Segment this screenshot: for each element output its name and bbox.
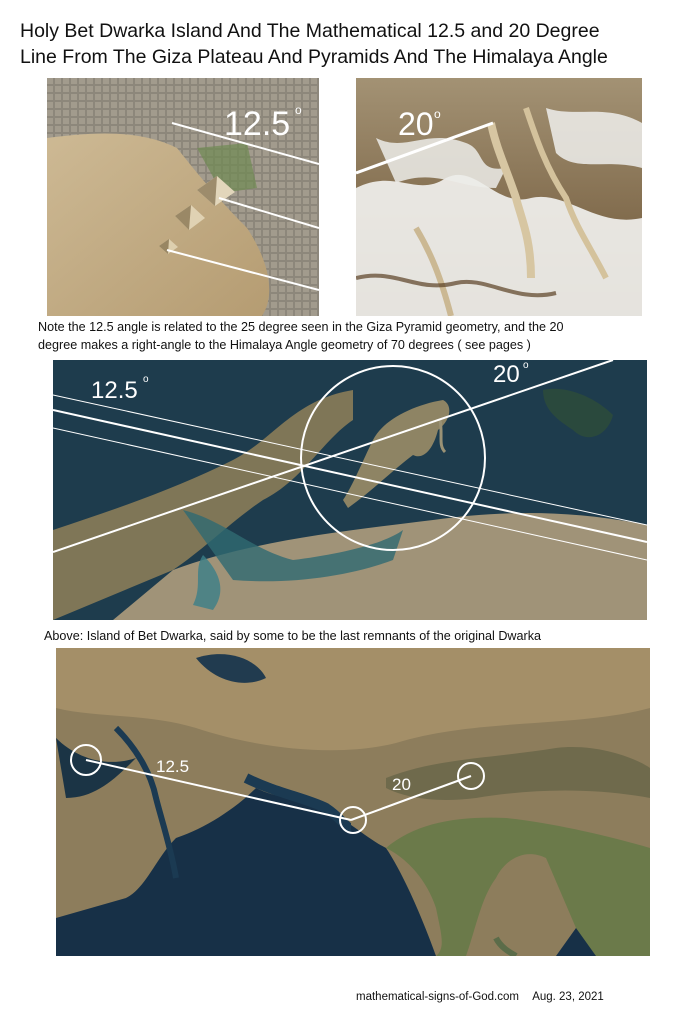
dwarka-angle-b-label: 20 [493, 361, 520, 388]
footer [356, 991, 604, 1003]
dwarka-angle-a-label: 12.5 [91, 377, 138, 404]
giza-angle-label: 12.5 [224, 105, 291, 143]
giza-satellite-image [47, 78, 319, 316]
himalaya-angle-label: 20 [398, 106, 434, 142]
title-line-2: Line From The Giza Plateau And Pyramids And The Himalaya Angle [20, 46, 608, 68]
caption-bet-dwarka: Above: Island of Bet Dwarka, said by some to be the last remnants of the original Dwarka [44, 629, 542, 643]
region-label-12-5: 12.5 [156, 757, 190, 776]
caption-geometry-note-line-2: degree makes a right-angle to the Himalaya Angle geometry of 70 degrees ( see pages ) [38, 338, 531, 352]
caption-geometry-note-line-1: Note the 12.5 angle is related to the 25 degree seen in the Giza Pyramid geometry, and the 20 [38, 320, 564, 334]
footer-site: mathematical-signs-of-God.com [356, 991, 519, 1003]
dwarka-angle-b-degree: o [523, 360, 529, 371]
dwarka-angle-a-degree: o [143, 374, 149, 385]
region-label-20: 20 [392, 775, 411, 794]
title-line-1: Holy Bet Dwarka Island And The Mathematical 12.5 and 20 Degree [20, 20, 600, 42]
page-title [20, 18, 680, 70]
footer-date: Aug. 23, 2021 [532, 991, 604, 1003]
caption-geometry-note [38, 318, 678, 354]
himalaya-satellite-image [356, 78, 642, 316]
himalaya-degree-mark: o [434, 107, 441, 121]
bet-dwarka-satellite-image [53, 360, 647, 620]
giza-degree-mark: o [295, 103, 302, 117]
region-satellite-map [56, 648, 650, 956]
